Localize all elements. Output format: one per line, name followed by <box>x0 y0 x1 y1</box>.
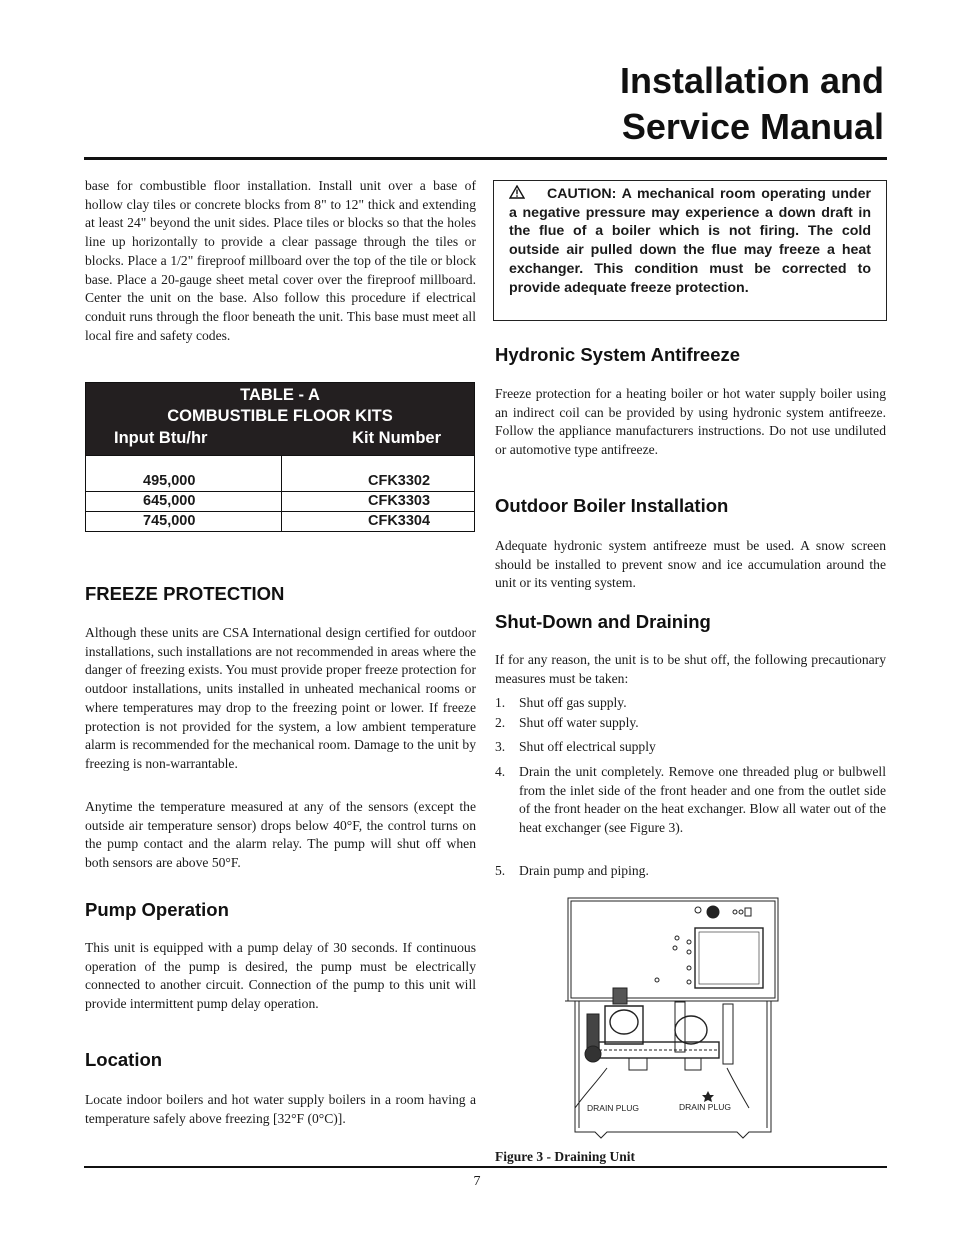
caution-text: : A mechanical room operating under a negative pressure may experience a down draft in the flue of a boiler which is not firing. The cold outside air pulled down the flue may freeze a heat exchanger. This condition must be corrected to provide adequate freeze protection. <box>509 186 871 296</box>
freeze-paragraph-1: Although these units are CSA International design certified for outdoor installations, such installations are not recommended in areas where the danger of freezing exists. You must provide proper freeze protection for outdoor installations, units installed in unheated mechanical rooms or where temperatures may drop to the freezing point or lower. If freeze protection is not provided for the system, a low ambient temperature alarm is recommended for the mechanical room. Damage to the unit by freezing is non-warrantable. <box>85 625 476 771</box>
warning-triangle-icon <box>509 185 525 199</box>
shutdown-paragraph: If for any reason, the unit is to be shut off, the following precautionary measures must be taken: <box>495 652 886 686</box>
table-body <box>86 455 474 531</box>
freeze-protection-heading: FREEZE PROTECTION <box>85 583 285 604</box>
step-text: Shut off gas supply. <box>519 695 627 710</box>
freeze-paragraph-2: Anytime the temperature measured at any of the sensors (except the outside air temperature sensor) drops below 40°F, the control turns on the pump contact and the alarm relay. The pump will shut off when both sensors are above 50°F. <box>85 799 476 871</box>
list-item <box>495 862 886 881</box>
list-item <box>495 694 886 713</box>
intro-paragraph: base for combustible floor installation. Install unit over a base of hollow clay tiles or concrete blocks from 8" to 12" thick and extending at least 24" beyond the unit sides. Place tiles or blocks so that the holes line up horizontally to provide a clear passage through the tiles or blocks. Place a 1/2" fireproof millboard over the top of the tile or block base. Place a 20-gauge sheet metal cover over the fireproof millboard. Center the unit on the base. Also follow this procedure if electrical conduit runs through the floor beneath the unit. This base must meet all local fire and safety codes. <box>85 178 476 343</box>
table-title: TABLE - A <box>240 386 320 404</box>
outdoor-heading: Outdoor Boiler Installation <box>495 495 729 516</box>
drain-plug-label-left: DRAIN PLUG <box>587 1103 639 1113</box>
step-number: 5. <box>495 863 506 878</box>
location-paragraph: Locate indoor boilers and hot water supply boilers in a room having a temperature safely above freezing [32°F (0°C)]. <box>85 1092 476 1126</box>
cell-kit: CFK3304 <box>368 513 431 529</box>
pump-operation-heading: Pump Operation <box>85 899 229 920</box>
step-number: 2. <box>495 715 506 730</box>
figure-caption: Figure 3 - Draining Unit <box>495 1149 636 1164</box>
caution-label: CAUTION <box>547 186 612 202</box>
cell-input: 645,000 <box>143 493 196 509</box>
hydronic-heading: Hydronic System Antifreeze <box>495 344 741 365</box>
step-number: 4. <box>495 764 506 779</box>
page-number: 7 <box>473 1174 481 1189</box>
title-line-2: Service Manual <box>621 106 884 147</box>
location-heading: Location <box>85 1049 163 1070</box>
drain-plug-label-right: DRAIN PLUG <box>679 1102 731 1112</box>
list-item <box>495 738 886 757</box>
pump-paragraph: This unit is equipped with a pump delay of 30 seconds. If continuous operation of the pump is desired, the pump must be electrically connected to another circuit. Connection of the pump to this unit will provide intermittent pump delay operation. <box>85 940 476 1012</box>
cell-kit: CFK3303 <box>368 493 431 509</box>
boiler-diagram <box>565 894 781 1142</box>
draining-unit-figure <box>565 894 781 1142</box>
table-subtitle: COMBUSTIBLE FLOOR KITS <box>167 407 393 425</box>
title-line-1: Installation and <box>619 60 884 101</box>
step-text: Shut off electrical supply <box>519 739 656 754</box>
column-header-kit: Kit Number <box>352 429 441 447</box>
step-number: 3. <box>495 739 506 754</box>
outdoor-paragraph: Adequate hydronic system antifreeze must be used. A snow screen should be installed to prevent snow and ice accumulation around the unit or its venting system. <box>495 538 886 591</box>
footer-rule <box>84 1166 887 1168</box>
list-item <box>495 763 886 838</box>
column-header-input: Input Btu/hr <box>114 429 208 447</box>
hydronic-paragraph: Freeze protection for a heating boiler or hot water supply boiler using an indirect coil can be provided by using hydronic system antifreeze. Follow the appliance manufacturers instructions. Do not use undiluted or automotive type antifreeze. <box>495 386 886 458</box>
table-row <box>86 511 474 531</box>
combustible-floor-kits-table <box>85 382 475 532</box>
cell-input: 495,000 <box>143 473 196 489</box>
shutdown-heading: Shut-Down and Draining <box>495 611 711 632</box>
step-text: Drain the unit completely. Remove one threaded plug or bulbwell from the inlet side of the front header and one from the outlet side of the front header on the heat exchanger. Blow all water out of the heat exchanger (see Figure 3). <box>519 764 886 836</box>
caution-box <box>493 180 887 321</box>
document-title <box>620 58 884 150</box>
header-rule <box>84 157 887 160</box>
table-header <box>86 383 474 455</box>
step-number: 1. <box>495 695 506 710</box>
table-row <box>86 491 474 511</box>
table-row <box>86 471 474 491</box>
list-item <box>495 714 886 733</box>
cell-input: 745,000 <box>143 513 196 529</box>
cell-kit: CFK3302 <box>368 473 431 489</box>
step-text: Shut off water supply. <box>519 715 639 730</box>
step-text: Drain pump and piping. <box>519 863 649 878</box>
